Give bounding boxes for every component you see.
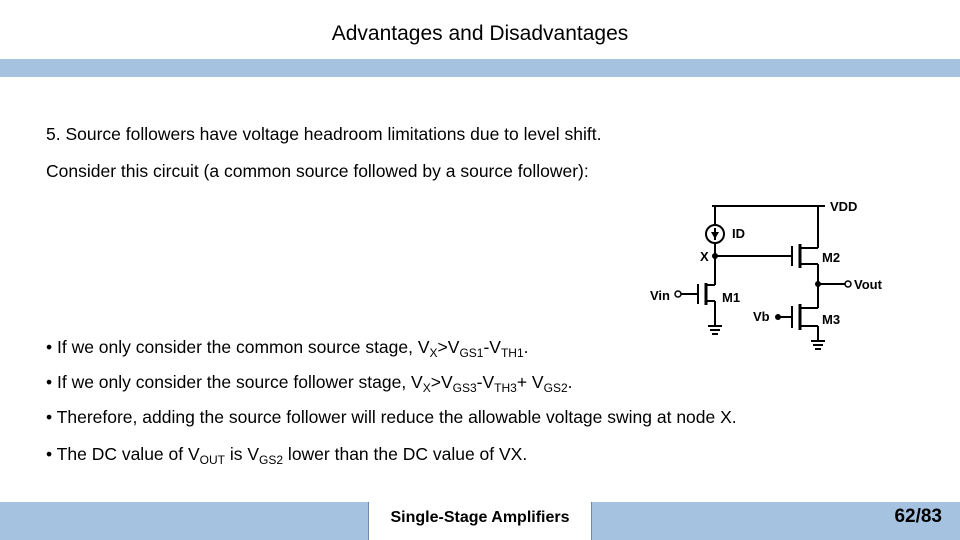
m1-label: M1 [722,290,741,305]
page-number: 62/83 [894,506,942,527]
id-label: ID [732,226,745,241]
m2-label: M2 [822,250,841,265]
bullet-2: • If we only consider the source follower stage, $V_X>V_{GS3}-V_{TH3}+ V_{GS2}$. [46,372,573,395]
footer-label: Single-Stage Amplifiers [390,509,570,526]
x-node-label: X [700,249,709,264]
consider-text: Consider this circuit (a common source followed by a source follower): [46,161,589,181]
bullet-3: • Therefore, adding the source follower will reduce the allowable voltage swing at node X. [46,407,737,427]
slide-title: Advantages and Disadvantages [331,22,629,45]
vin-label: Vin [650,288,670,303]
point-5-text: 5. Source followers have voltage headroom limitations due to level shift. [46,124,602,144]
title-underline-bar [0,59,960,77]
circuit-diagram [640,190,890,360]
vdd-label: VDD [830,199,858,214]
vb-label: Vb [753,309,770,324]
bullet-1: • If we only consider the common source stage, $V_X>V_{GS1}-V_{TH1}$. [46,337,529,360]
m3-label: M3 [822,312,841,327]
vout-label: Vout [854,277,882,292]
bullet-4: • The DC value of $V_{OUT}$ is $V_{GS2}$ lower than the DC value of VX. [46,444,528,467]
